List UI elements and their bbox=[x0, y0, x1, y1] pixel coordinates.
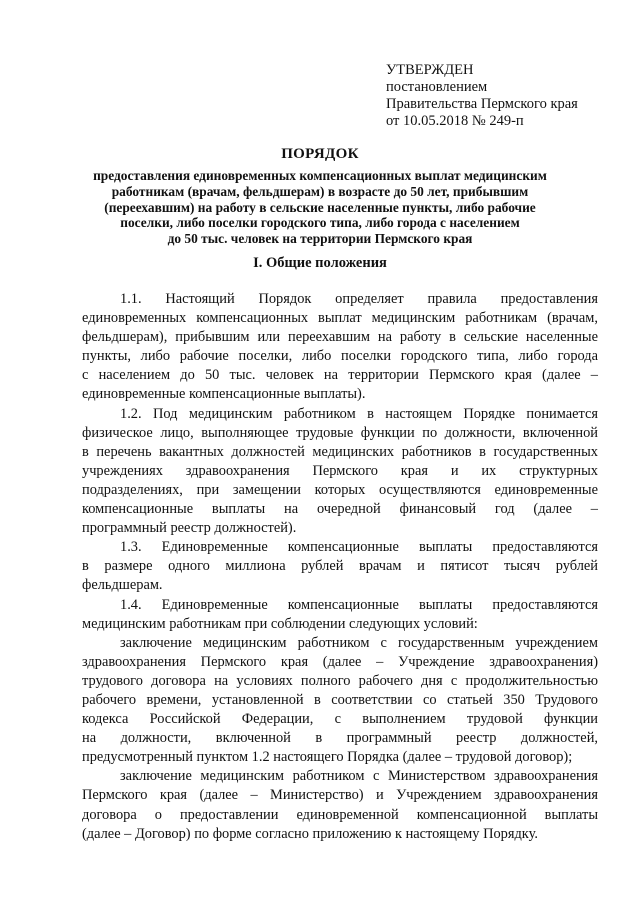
body-line: (далее – Договор) по форме согласно приложению к настоящему Порядку. bbox=[82, 825, 538, 842]
approval-status: УТВЕРЖДЕН bbox=[386, 62, 474, 78]
approval-type: постановлением bbox=[386, 79, 488, 95]
body-line: на должности, включенной в программный реестр должностей, bbox=[82, 730, 598, 747]
document-body bbox=[82, 290, 598, 844]
body-line: программный реестр должностей). bbox=[82, 520, 297, 537]
body-line: здравоохранения Пермского края (далее – Учреждение здравоохранения) bbox=[82, 653, 598, 670]
body-line: заключение медицинским работником с Министерством здравоохранения bbox=[120, 768, 598, 785]
body-line: компенсационные выплаты на очередной финансовый год (далее – bbox=[82, 501, 598, 518]
subtitle-line: предоставления единовременных компенсационных выплат медицинским bbox=[93, 168, 547, 183]
body-line: 1.2. Под медицинским работником в настоящем Порядке понимается bbox=[120, 405, 598, 422]
subtitle-line: поселки, либо поселки городского типа, либо города с населением bbox=[120, 215, 520, 231]
approval-date-number: от 10.05.2018 № 249-п bbox=[386, 113, 524, 129]
body-line: в перечень вакантных должностей медицинских работников в государственных bbox=[82, 443, 598, 460]
body-line: учреждениях здравоохранения Пермского края и их структурных bbox=[82, 462, 598, 479]
body-line: единовременных компенсационных выплат медицинским работникам (врачам, bbox=[82, 310, 598, 327]
body-line: с населением до 50 тыс. человек на территории Пермского края (далее – bbox=[82, 367, 598, 384]
body-line: заключение медицинским работником с государственным учреждением bbox=[120, 634, 598, 651]
body-line: 1.1. Настоящий Порядок определяет правила предоставления bbox=[120, 291, 598, 307]
body-line: пункты, либо рабочие поселки, либо поселки городского типа, либо города bbox=[82, 348, 598, 365]
subtitle-line: до 50 тыс. человек на территории Пермского края bbox=[167, 231, 473, 247]
approval-block bbox=[386, 62, 626, 130]
body-line: трудового договора на условиях полного рабочего дня с продолжительностью bbox=[82, 672, 598, 689]
body-line: фельдшерам), прибывшим или переехавшим на работу в сельские населенные bbox=[82, 329, 598, 346]
subtitle-line: (переехавшим) на работу в сельские населенные пункты, либо рабочие bbox=[104, 199, 536, 215]
approval-authority: Правительства Пермского края bbox=[386, 96, 578, 112]
section-heading: I. Общие положения bbox=[253, 255, 387, 271]
body-line: договора о предоставлении единовременной компенсационной выплаты bbox=[82, 806, 598, 823]
body-line: предусмотренный пунктом 1.2 настоящего Порядка (далее – трудовой договор); bbox=[82, 749, 573, 766]
subtitle-line: работникам (врачам, фельдшерам) в возрасте до 50 лет, прибывшим bbox=[111, 183, 529, 199]
body-line: медицинским работникам при соблюдении следующих условий: bbox=[82, 615, 478, 632]
document-subtitle bbox=[60, 168, 580, 247]
body-line: 1.4. Единовременные компенсационные выплаты предоставляются bbox=[120, 596, 598, 613]
body-line: единовременные компенсационные выплаты). bbox=[82, 386, 366, 403]
body-line: в размере одного миллиона рублей врачам и пятисот тысяч рублей bbox=[82, 558, 598, 575]
body-line: 1.3. Единовременные компенсационные выплаты предоставляются bbox=[120, 539, 598, 556]
body-line: Пермского края (далее – Министерство) и Учреждением здравоохранения bbox=[82, 787, 598, 804]
document-title: ПОРЯДОК bbox=[281, 146, 359, 162]
body-line: подразделениях, при замещении которых осуществляются единовременные bbox=[82, 481, 598, 498]
body-line: кодекса Российской Федерации, с выполнением трудовой функции bbox=[82, 711, 598, 728]
body-line: фельдшерам. bbox=[82, 577, 163, 594]
body-line: физическое лицо, выполняющее трудовые функции по должности, включенной bbox=[82, 424, 598, 441]
body-line: рабочего времени, установленной в соответствии со статьей 350 Трудового bbox=[82, 691, 598, 708]
